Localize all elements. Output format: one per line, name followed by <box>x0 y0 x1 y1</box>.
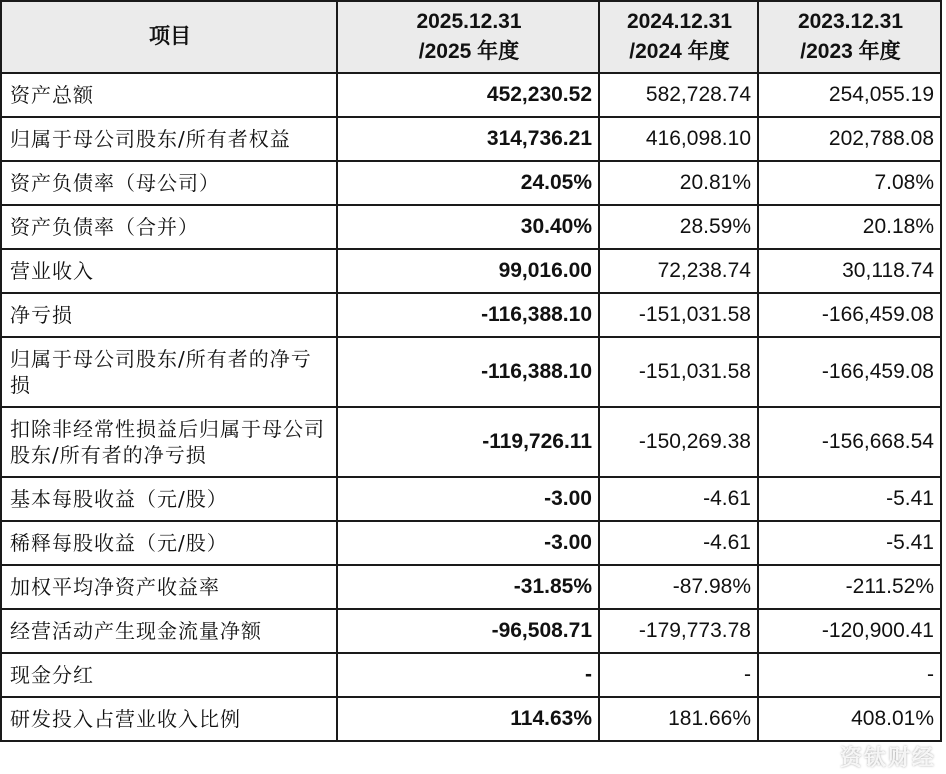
table-row <box>1 565 941 609</box>
value-2023: -166,459.08 <box>758 337 941 407</box>
value-2024: -87.98% <box>599 565 758 609</box>
row-label: 经营活动产生现金流量净额 <box>1 609 337 653</box>
value-2023: -166,459.08 <box>758 293 941 337</box>
value-2025: -116,388.10 <box>337 337 599 407</box>
table-row <box>1 407 941 477</box>
row-label: 资产负债率（合并） <box>1 205 337 249</box>
value-2023: -5.41 <box>758 521 941 565</box>
value-2025: -116,388.10 <box>337 293 599 337</box>
header-2023-text: 2023.12.31 /2023 年度 <box>797 10 904 63</box>
value-2025: -31.85% <box>337 565 599 609</box>
value-2024: -179,773.78 <box>599 609 758 653</box>
value-2023: 30,118.74 <box>758 249 941 293</box>
watermark-text: 资钛财经 <box>839 746 936 771</box>
table-row <box>1 521 941 565</box>
value-2024: 582,728.74 <box>599 73 758 117</box>
value-2023: 202,788.08 <box>758 117 941 161</box>
value-2024: -151,031.58 <box>599 337 758 407</box>
header-2025 <box>337 1 599 73</box>
value-2023: -120,900.41 <box>758 609 941 653</box>
value-2023: -5.41 <box>758 477 941 521</box>
header-2024-text: 2024.12.31 /2024 年度 <box>626 10 733 63</box>
value-2025: 99,016.00 <box>337 249 599 293</box>
value-2023: 7.08% <box>758 161 941 205</box>
value-2024: 20.81% <box>599 161 758 205</box>
value-2025: -3.00 <box>337 521 599 565</box>
value-2025: - <box>337 653 599 697</box>
value-2025: 314,736.21 <box>337 117 599 161</box>
value-2025: 452,230.52 <box>337 73 599 117</box>
value-2024: 72,238.74 <box>599 249 758 293</box>
value-2024: -4.61 <box>599 477 758 521</box>
header-2023 <box>758 1 941 73</box>
value-2024: 416,098.10 <box>599 117 758 161</box>
table-row <box>1 697 941 741</box>
table-row <box>1 249 941 293</box>
value-2023: 20.18% <box>758 205 941 249</box>
value-2025: -3.00 <box>337 477 599 521</box>
row-label: 扣除非经常性损益后归属于母公司股东/所有者的净亏损 <box>1 407 337 477</box>
row-label: 资产负债率（母公司） <box>1 161 337 205</box>
value-2025: -119,726.11 <box>337 407 599 477</box>
header-item: 项目 <box>1 1 337 73</box>
value-2023: 254,055.19 <box>758 73 941 117</box>
table-row <box>1 477 941 521</box>
value-2024: - <box>599 653 758 697</box>
value-2023: -211.52% <box>758 565 941 609</box>
row-label: 现金分红 <box>1 653 337 697</box>
table-row <box>1 293 941 337</box>
header-2025-text: 2025.12.31 /2025 年度 <box>416 10 522 63</box>
value-2025: -96,508.71 <box>337 609 599 653</box>
value-2023: -156,668.54 <box>758 407 941 477</box>
value-2025: 114.63% <box>337 697 599 741</box>
row-label: 归属于母公司股东/所有者权益 <box>1 117 337 161</box>
table-row <box>1 337 941 407</box>
table-row <box>1 117 941 161</box>
value-2024: -4.61 <box>599 521 758 565</box>
header-2024 <box>599 1 758 73</box>
row-label: 资产总额 <box>1 73 337 117</box>
value-2023: - <box>758 653 941 697</box>
row-label: 归属于母公司股东/所有者的净亏损 <box>1 337 337 407</box>
value-2024: 181.66% <box>599 697 758 741</box>
value-2023: 408.01% <box>758 697 941 741</box>
value-2024: 28.59% <box>599 205 758 249</box>
table-row <box>1 161 941 205</box>
row-label: 营业收入 <box>1 249 337 293</box>
header-row <box>1 1 941 73</box>
row-label: 基本每股收益（元/股） <box>1 477 337 521</box>
table-row <box>1 609 941 653</box>
value-2025: 24.05% <box>337 161 599 205</box>
value-2025: 30.40% <box>337 205 599 249</box>
row-label: 加权平均净资产收益率 <box>1 565 337 609</box>
value-2024: -150,269.38 <box>599 407 758 477</box>
row-label: 稀释每股收益（元/股） <box>1 521 337 565</box>
table-row <box>1 73 941 117</box>
row-label: 研发投入占营业收入比例 <box>1 697 337 741</box>
table-row <box>1 653 941 697</box>
row-label: 净亏损 <box>1 293 337 337</box>
value-2024: -151,031.58 <box>599 293 758 337</box>
table-row <box>1 205 941 249</box>
